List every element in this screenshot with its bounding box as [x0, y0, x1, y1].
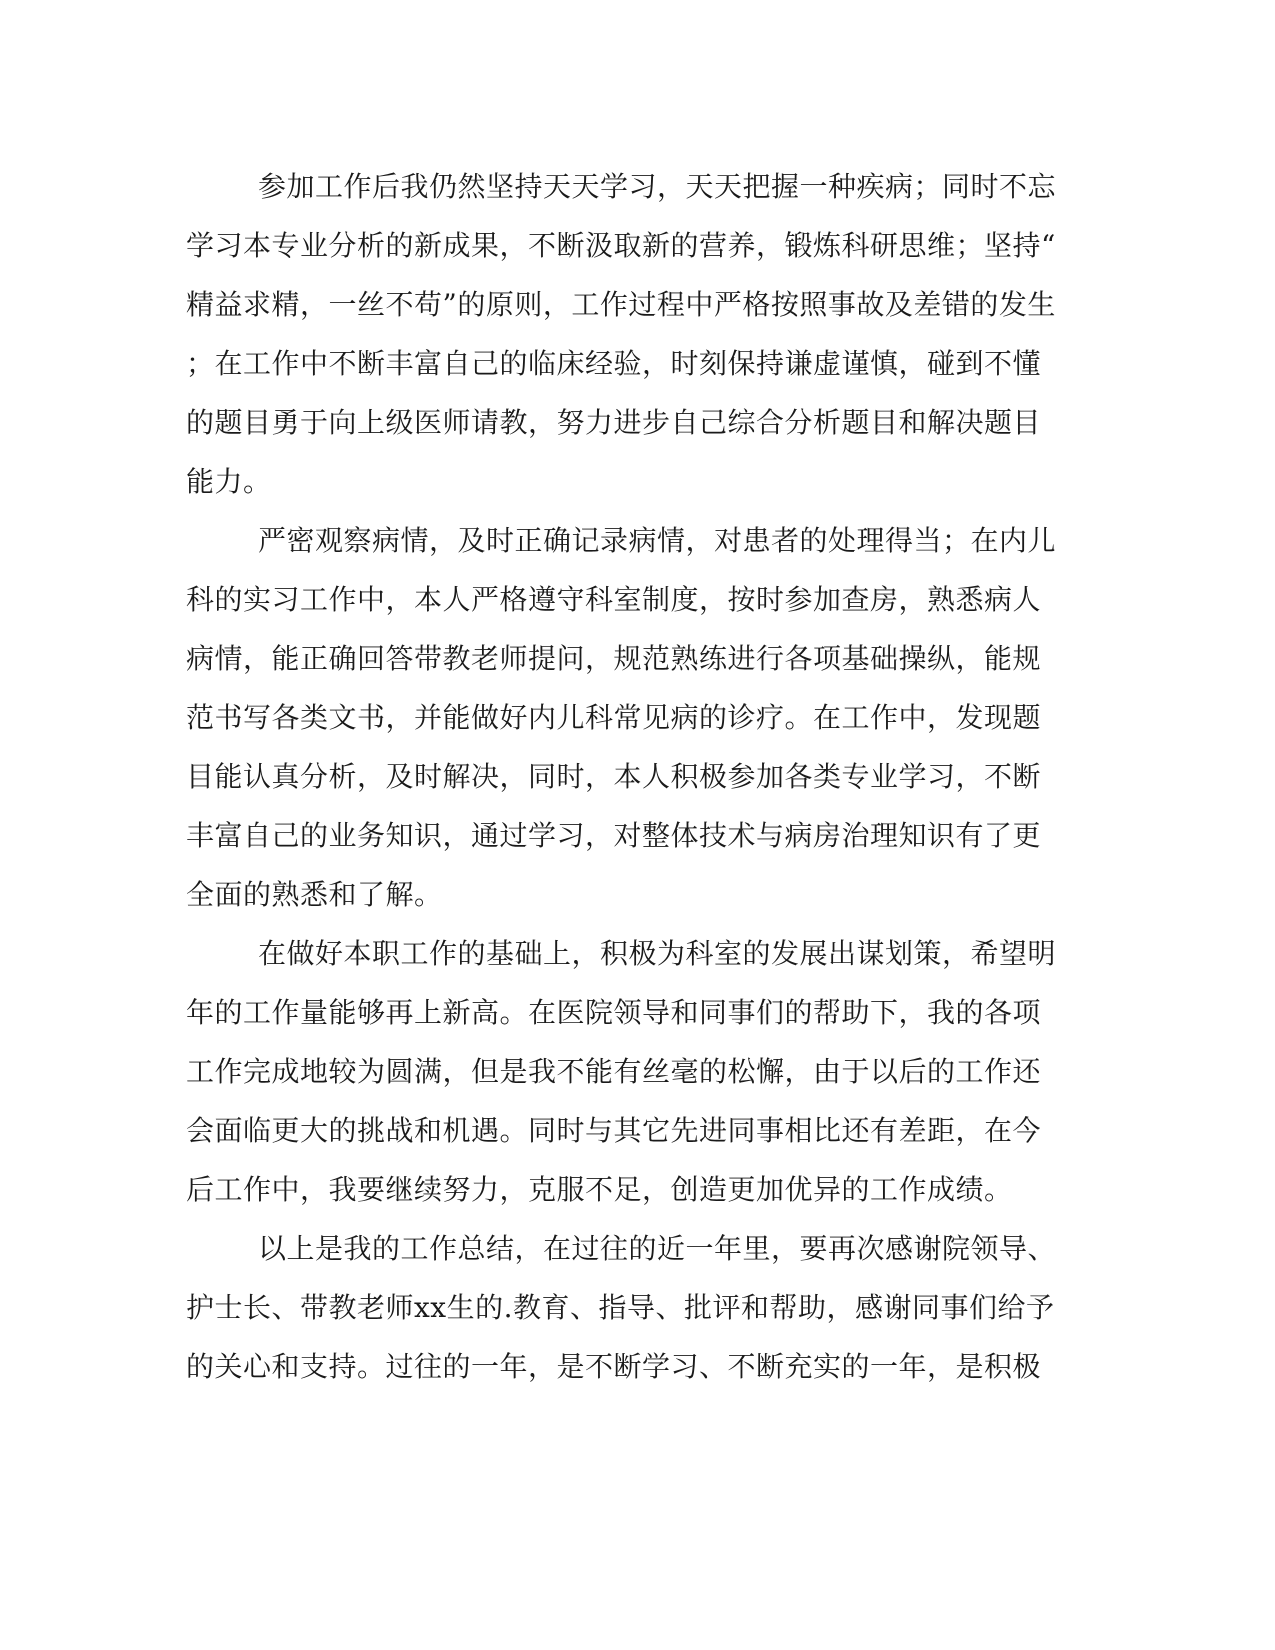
text-line: 精益求精，一丝不苟”的原则，工作过程中严格按照事故及差错的发生 [186, 288, 1056, 321]
text-line: 丰富自己的业务知识，通过学习，对整体技术与病房治理知识有了更 [186, 819, 1042, 852]
text-line: 全面的熟悉和了解。 [186, 878, 443, 911]
text-line: 范书写各类文书，并能做好内儿科常见病的诊疗。在工作中，发现题 [186, 701, 1042, 734]
text-line: 会面临更大的挑战和机遇。同时与其它先进同事相比还有差距，在今 [186, 1114, 1042, 1147]
paragraph-2 [186, 511, 1056, 924]
text-line: 病情，能正确回答带教老师提问，规范熟练进行各项基础操纵，能规 [186, 642, 1042, 675]
paragraph-3 [186, 924, 1056, 1219]
body-text [186, 157, 1056, 1396]
text-line: 目能认真分析，及时解决，同时，本人积极参加各类专业学习，不断 [186, 760, 1042, 793]
text-line: 的题目勇于向上级医师请教，努力进步自己综合分析题目和解决题目 [186, 406, 1042, 439]
text-line: 工作完成地较为圆满，但是我不能有丝毫的松懈，由于以后的工作还 [186, 1055, 1042, 1088]
text-line: 后工作中，我要继续努力，克服不足，创造更加优异的工作成绩。 [186, 1173, 1013, 1206]
text-line: ；在工作中不断丰富自己的临床经验，时刻保持谦虚谨慎，碰到不懂 [186, 347, 1042, 380]
text-line: 在做好本职工作的基础上，积极为科室的发展出谋划策，希望明 [258, 937, 1057, 970]
text-line: 参加工作后我仍然坚持天天学习，天天把握一种疾病；同时不忘 [258, 170, 1057, 203]
text-line: 以上是我的工作总结，在过往的近一年里，要再次感谢院领导、 [258, 1232, 1057, 1265]
text-line: 严密观察病情，及时正确记录病情，对患者的处理得当；在内儿 [258, 524, 1057, 557]
text-line: 年的工作量能够再上新高。在医院领导和同事们的帮助下，我的各项 [186, 996, 1042, 1029]
paragraph-4 [186, 1219, 1056, 1396]
text-line: 科的实习工作中，本人严格遵守科室制度，按时参加查房，熟悉病人 [186, 583, 1042, 616]
text-line: 的关心和支持。过往的一年，是不断学习、不断充实的一年，是积极 [186, 1350, 1042, 1383]
text-line: 护士长、带教老师xx生的.教育、指导、批评和帮助，感谢同事们给予 [186, 1291, 1055, 1324]
paragraph-1 [186, 157, 1056, 511]
text-line: 学习本专业分析的新成果，不断汲取新的营养，锻炼科研思维；坚持“ [186, 229, 1056, 262]
text-line: 能力。 [186, 465, 272, 498]
